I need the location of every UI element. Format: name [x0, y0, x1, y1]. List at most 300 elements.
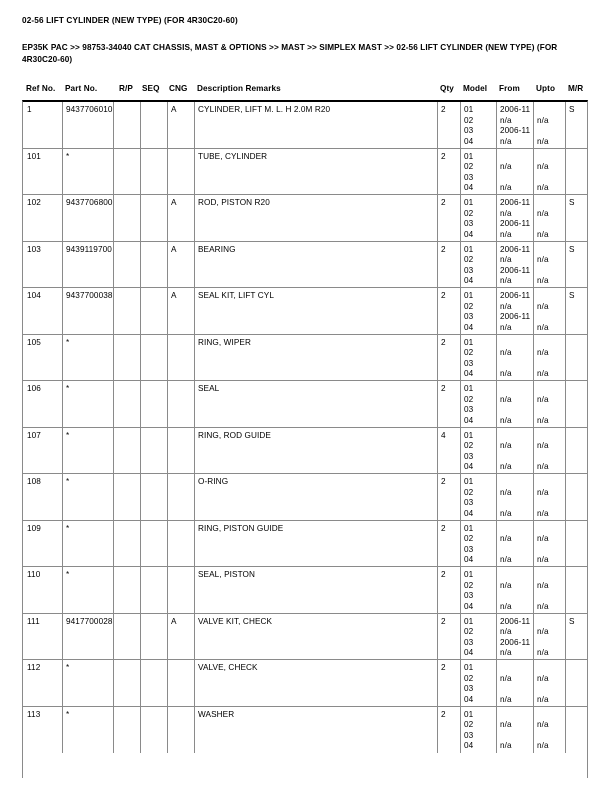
column-divider [140, 567, 141, 613]
cell-from [500, 477, 512, 519]
cell-upto [537, 338, 549, 380]
model-line: 01 [464, 709, 474, 719]
upto-line: n/a [537, 720, 549, 730]
from-line: n/a [500, 115, 512, 125]
from-line: n/a [500, 673, 512, 683]
column-divider [565, 335, 566, 381]
upto-line: n/a [537, 394, 549, 404]
cell-ref-no: 103 [27, 244, 41, 254]
cell-upto [537, 617, 549, 659]
column-divider [194, 195, 195, 241]
upto-line: n/a [537, 369, 549, 379]
cell-model [464, 384, 473, 426]
column-divider [533, 195, 534, 241]
cell-qty: 2 [441, 244, 446, 254]
cell-part-no: 9417700028 [66, 616, 113, 626]
cell-upto [537, 477, 549, 519]
model-line: 01 [464, 616, 474, 626]
column-divider [113, 567, 114, 613]
table-row [23, 288, 587, 335]
from-line: 2006-11 [500, 616, 531, 626]
column-divider [437, 428, 438, 474]
cell-model [464, 198, 473, 240]
column-divider [194, 335, 195, 381]
upto-line: n/a [537, 276, 549, 286]
column-divider [496, 195, 497, 241]
column-divider [460, 102, 461, 148]
column-divider [533, 521, 534, 567]
table-row [23, 660, 587, 707]
column-divider [167, 102, 168, 148]
column-divider [140, 195, 141, 241]
cell-description: O-RING [198, 477, 229, 486]
parts-table [22, 84, 588, 778]
model-line: 02 [464, 441, 474, 451]
model-line: 01 [464, 198, 474, 207]
cell-qty: 2 [441, 337, 446, 347]
column-divider [140, 474, 141, 520]
from-line: n/a [500, 322, 512, 332]
column-divider [62, 614, 63, 660]
column-divider [62, 288, 63, 334]
model-line: 03 [464, 312, 474, 322]
column-divider [437, 707, 438, 754]
cell-model [464, 431, 473, 473]
column-divider [167, 335, 168, 381]
column-divider [194, 614, 195, 660]
column-divider [113, 195, 114, 241]
cell-ref-no: 101 [27, 151, 41, 161]
table-row [23, 242, 587, 289]
cell-upto [537, 663, 549, 705]
cell-qty: 2 [441, 105, 446, 114]
model-line: 02 [464, 394, 474, 404]
column-divider [62, 381, 63, 427]
cell-part-no: 9437706800 [66, 198, 113, 207]
from-line: 2006-11 [500, 105, 531, 114]
from-line: n/a [500, 394, 512, 404]
column-divider [62, 660, 63, 706]
cell-mr: S [569, 616, 575, 626]
column-divider [194, 381, 195, 427]
model-line: 01 [464, 663, 474, 672]
column-divider [533, 567, 534, 613]
cell-upto [537, 245, 549, 287]
column-header-model: Model [463, 84, 488, 93]
column-divider [460, 707, 461, 754]
cell-part-no: 9437700038 [66, 291, 113, 300]
cell-part-no: * [66, 477, 70, 486]
cell-model [464, 617, 473, 659]
column-divider [565, 288, 566, 334]
model-line: 02 [464, 255, 474, 265]
model-line: 03 [464, 219, 474, 229]
breadcrumb: EP35K PAC >> 98753-34040 CAT CHASSIS, MAST & OPTIONS >> MAST >> SIMPLEX MAST >> 02-56 LIFT CYLINDER (NEW TYPE) (FOR 4R30C20-60) [22, 43, 558, 64]
cell-description: SEAL KIT, LIFT CYL [198, 291, 274, 300]
column-divider [194, 660, 195, 706]
cell-from [500, 617, 530, 659]
cell-part-no: 9437706010 [66, 105, 113, 114]
column-divider [167, 614, 168, 660]
cell-qty: 2 [441, 198, 446, 207]
model-line: 04 [464, 322, 474, 332]
model-line: 03 [464, 684, 474, 694]
column-divider [533, 381, 534, 427]
cell-qty: 2 [441, 570, 446, 579]
column-divider [62, 474, 63, 520]
model-line: 01 [464, 523, 474, 533]
cell-from [500, 431, 512, 473]
column-divider [113, 614, 114, 660]
cell-ref-no: 111 [27, 616, 40, 626]
column-divider [533, 102, 534, 148]
upto-line: n/a [537, 208, 549, 218]
from-line: n/a [500, 720, 512, 730]
cell-model [464, 570, 473, 612]
column-divider [113, 474, 114, 520]
cell-model [464, 663, 473, 705]
column-divider [62, 428, 63, 474]
column-header-from: From [499, 84, 520, 93]
cell-qty: 2 [441, 151, 446, 161]
model-line: 03 [464, 730, 474, 740]
upto-line: n/a [537, 580, 549, 590]
cell-mr: S [569, 291, 575, 300]
column-divider [565, 149, 566, 195]
column-divider [565, 474, 566, 520]
upto-line: n/a [537, 741, 549, 751]
cell-part-no: * [66, 570, 70, 579]
from-line: n/a [500, 276, 512, 286]
cell-from [500, 105, 530, 147]
table-row [23, 428, 587, 475]
column-divider [140, 707, 141, 754]
column-divider [113, 102, 114, 148]
column-divider [460, 381, 461, 427]
table-row [23, 614, 587, 661]
cell-from [500, 710, 512, 752]
cell-upto [537, 105, 549, 147]
column-divider [167, 567, 168, 613]
column-divider [140, 381, 141, 427]
from-line: n/a [500, 462, 512, 472]
column-divider [437, 195, 438, 241]
cell-qty: 2 [441, 477, 446, 486]
table-header-row [22, 84, 588, 100]
column-divider [113, 521, 114, 567]
model-line: 03 [464, 405, 474, 415]
column-divider [167, 521, 168, 567]
cell-qty: 4 [441, 430, 446, 440]
cell-description: TUBE, CYLINDER [198, 151, 268, 161]
column-divider [194, 102, 195, 148]
upto-line: n/a [537, 136, 549, 146]
cell-qty: 2 [441, 523, 446, 533]
from-line: n/a [500, 301, 512, 311]
cell-cng: A [171, 244, 177, 254]
model-line: 01 [464, 570, 474, 579]
model-line: 02 [464, 534, 474, 544]
column-divider [167, 149, 168, 195]
table-row [23, 707, 587, 754]
cell-upto [537, 384, 549, 426]
upto-line: n/a [537, 183, 549, 193]
column-header-rp: R/P [119, 84, 133, 93]
column-header-part-no: Part No. [65, 84, 98, 93]
table-row [23, 195, 587, 242]
upto-line: n/a [537, 415, 549, 425]
model-line: 01 [464, 244, 474, 254]
upto-line: n/a [537, 229, 549, 239]
column-divider [565, 660, 566, 706]
cell-description: RING, WIPER [198, 337, 251, 347]
from-line: n/a [500, 648, 512, 658]
column-divider [113, 149, 114, 195]
column-divider [496, 102, 497, 148]
from-line: n/a [500, 580, 512, 590]
column-header-mr: M/R [568, 84, 584, 93]
column-divider [565, 195, 566, 241]
cell-part-no: * [66, 151, 70, 161]
from-line: n/a [500, 183, 512, 193]
column-divider [437, 381, 438, 427]
column-divider [565, 567, 566, 613]
model-line: 02 [464, 487, 474, 497]
column-divider [194, 521, 195, 567]
column-divider [460, 567, 461, 613]
column-divider [460, 195, 461, 241]
column-divider [167, 381, 168, 427]
cell-model [464, 338, 473, 380]
cell-part-no: 9439119700 [66, 244, 112, 254]
column-divider [496, 614, 497, 660]
model-line: 04 [464, 508, 474, 518]
column-divider [496, 474, 497, 520]
column-divider [62, 335, 63, 381]
column-divider [437, 521, 438, 567]
cell-description: ROD, PISTON R20 [198, 198, 270, 207]
cell-mr: S [569, 105, 575, 114]
column-divider [460, 660, 461, 706]
upto-line: n/a [537, 627, 549, 637]
column-divider [194, 428, 195, 474]
cell-ref-no: 106 [27, 384, 41, 393]
cell-qty: 2 [441, 663, 446, 672]
column-divider [62, 195, 63, 241]
model-line: 02 [464, 162, 474, 172]
cell-ref-no: 105 [27, 337, 41, 347]
model-line: 02 [464, 115, 474, 125]
cell-cng: A [171, 616, 177, 626]
column-divider [496, 242, 497, 288]
column-divider [62, 707, 63, 754]
page-title: 02-56 LIFT CYLINDER (NEW TYPE) (FOR 4R30C20-60) [22, 16, 238, 25]
cell-from [500, 245, 530, 287]
column-divider [533, 428, 534, 474]
column-divider [140, 428, 141, 474]
column-divider [437, 242, 438, 288]
from-line: n/a [500, 508, 512, 518]
model-line: 04 [464, 276, 474, 286]
model-line: 02 [464, 673, 474, 683]
upto-line: n/a [537, 487, 549, 497]
column-divider [140, 660, 141, 706]
column-divider [113, 288, 114, 334]
cell-upto [537, 524, 549, 566]
cell-from [500, 570, 512, 612]
from-line: 2006-11 [500, 126, 531, 136]
model-line: 01 [464, 105, 474, 114]
model-line: 02 [464, 580, 474, 590]
cell-model [464, 152, 473, 194]
cell-cng: A [171, 105, 177, 114]
table-row [23, 335, 587, 382]
column-divider [496, 428, 497, 474]
model-line: 02 [464, 720, 474, 730]
cell-part-no: * [66, 709, 70, 719]
column-divider [496, 381, 497, 427]
cell-qty: 2 [441, 709, 446, 719]
upto-line: n/a [537, 601, 549, 611]
from-line: 2006-11 [500, 291, 531, 300]
model-line: 03 [464, 544, 474, 554]
column-divider [140, 242, 141, 288]
column-divider [194, 567, 195, 613]
from-line: n/a [500, 555, 512, 565]
model-line: 01 [464, 384, 474, 393]
cell-from [500, 663, 512, 705]
cell-description: VALVE KIT, CHECK [198, 616, 273, 626]
column-divider [460, 288, 461, 334]
upto-line: n/a [537, 508, 549, 518]
column-divider [437, 288, 438, 334]
column-header-ref-no: Ref No. [26, 84, 56, 93]
column-divider [140, 614, 141, 660]
from-line: n/a [500, 348, 512, 358]
cell-from [500, 384, 512, 426]
cell-part-no: * [66, 384, 70, 393]
cell-upto [537, 570, 549, 612]
model-line: 03 [464, 637, 474, 647]
from-line: n/a [500, 487, 512, 497]
upto-line: n/a [537, 534, 549, 544]
from-line: 2006-11 [500, 637, 531, 647]
column-divider [167, 474, 168, 520]
cell-cng: A [171, 198, 177, 207]
model-line: 03 [464, 358, 474, 368]
model-line: 04 [464, 741, 474, 751]
cell-upto [537, 291, 549, 333]
model-line: 04 [464, 183, 474, 193]
column-divider [113, 428, 114, 474]
from-line: n/a [500, 741, 512, 751]
cell-mr: S [569, 244, 575, 254]
column-divider [167, 242, 168, 288]
column-divider [140, 335, 141, 381]
cell-qty: 2 [441, 616, 446, 626]
column-divider [565, 381, 566, 427]
upto-line: n/a [537, 162, 549, 172]
cell-cng: A [171, 291, 177, 300]
column-divider [62, 521, 63, 567]
column-divider [167, 707, 168, 754]
column-divider [460, 242, 461, 288]
column-divider [460, 149, 461, 195]
column-divider [167, 195, 168, 241]
column-divider [496, 335, 497, 381]
cell-description: CYLINDER, LIFT M. L. H 2.0M R20 [198, 105, 331, 114]
table-row [23, 381, 587, 428]
cell-from [500, 338, 512, 380]
cell-upto [537, 152, 549, 194]
column-divider [533, 149, 534, 195]
cell-description: RING, PISTON GUIDE [198, 523, 284, 533]
column-header-description: Description Remarks [197, 84, 281, 93]
column-divider [194, 149, 195, 195]
upto-line: n/a [537, 322, 549, 332]
model-line: 02 [464, 208, 474, 218]
upto-line: n/a [537, 115, 549, 125]
cell-model [464, 710, 473, 752]
cell-part-no: * [66, 663, 70, 672]
table-row [23, 521, 587, 568]
column-divider [496, 660, 497, 706]
column-divider [140, 102, 141, 148]
model-line: 04 [464, 415, 474, 425]
cell-ref-no: 109 [27, 523, 41, 533]
column-divider [496, 567, 497, 613]
upto-line: n/a [537, 673, 549, 683]
column-divider [565, 521, 566, 567]
model-line: 03 [464, 126, 474, 136]
upto-line: n/a [537, 441, 549, 451]
column-divider [113, 660, 114, 706]
cell-model [464, 291, 473, 333]
table-row [23, 474, 587, 521]
column-divider [565, 242, 566, 288]
cell-ref-no: 107 [27, 430, 41, 440]
cell-upto [537, 198, 549, 240]
model-line: 01 [464, 430, 474, 440]
column-divider [167, 288, 168, 334]
cell-description: SEAL [198, 384, 220, 393]
model-line: 03 [464, 498, 474, 508]
from-line: 2006-11 [500, 244, 531, 254]
cell-part-no: * [66, 523, 70, 533]
model-line: 01 [464, 337, 474, 347]
model-line: 04 [464, 601, 474, 611]
column-divider [113, 381, 114, 427]
cell-from [500, 524, 512, 566]
column-header-upto: Upto [536, 84, 556, 93]
model-line: 02 [464, 627, 474, 637]
from-line: n/a [500, 229, 512, 239]
from-line: 2006-11 [500, 198, 531, 207]
from-line: n/a [500, 627, 512, 637]
column-header-qty: Qty [440, 84, 454, 93]
column-header-cng: CNG [169, 84, 188, 93]
from-line: 2006-11 [500, 265, 531, 275]
column-divider [496, 288, 497, 334]
from-line: n/a [500, 162, 512, 172]
column-divider [62, 149, 63, 195]
model-line: 03 [464, 591, 474, 601]
column-divider [113, 335, 114, 381]
cell-model [464, 524, 473, 566]
column-divider [565, 102, 566, 148]
column-divider [533, 614, 534, 660]
from-line: n/a [500, 441, 512, 451]
